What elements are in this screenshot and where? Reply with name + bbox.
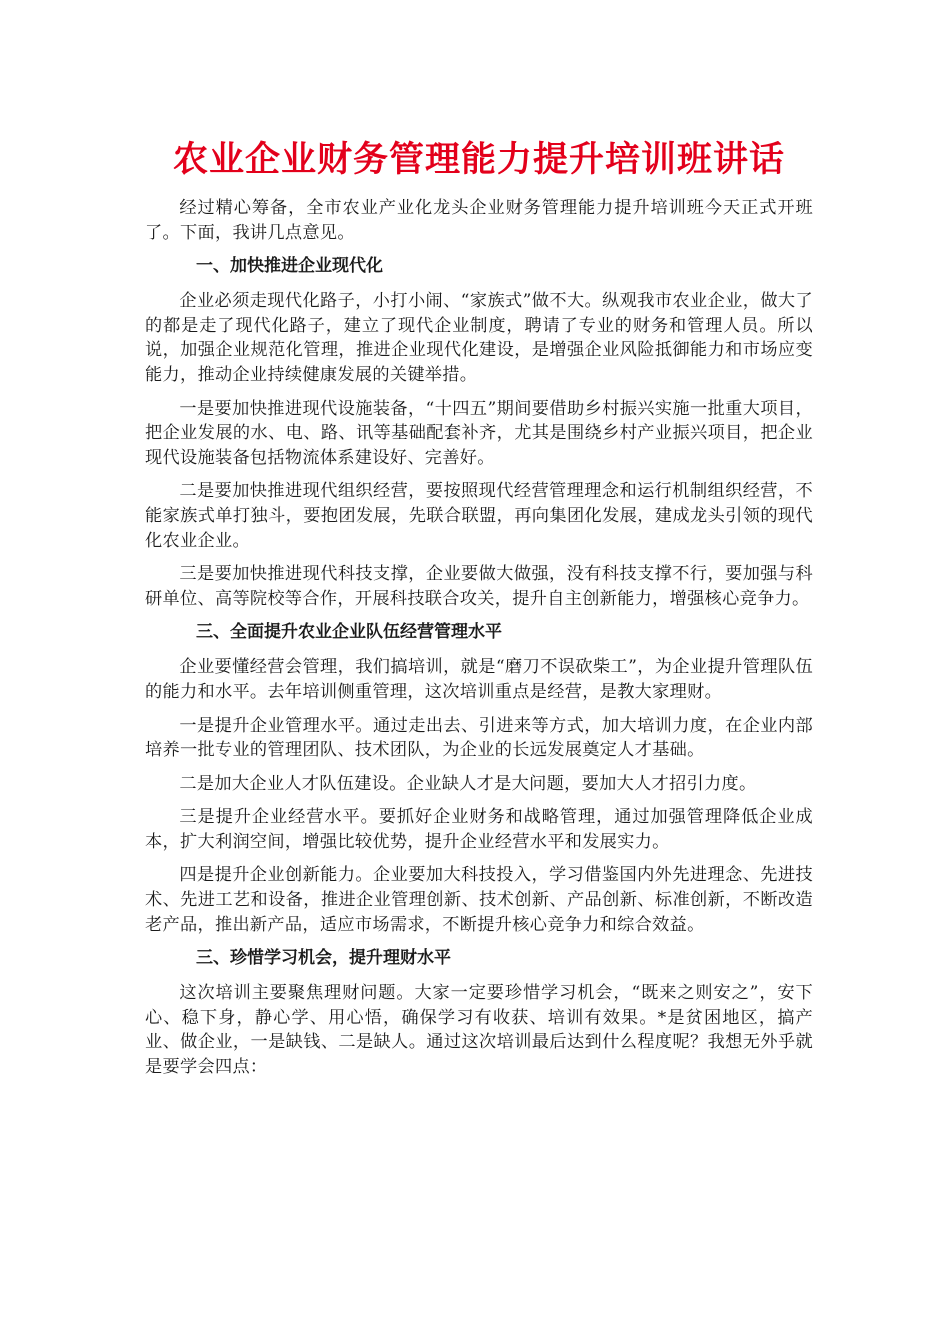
document-title: 农业企业财务管理能力提升培训班讲话 — [172, 139, 785, 180]
section-1-paragraph: 企业必须走现代化路子，小打小闹、“家族式”做不大。纵观我市农业企业，做大了的都是走了现代化路子，建立了现代企业制度，聘请了专业的财务和管理人员。所以说，加强企业规范化管理，推进企业现代化建设，是增强企业风险抵御能力和市场应变能力，推动企业持续健康发展的关键举措。 — [145, 291, 813, 385]
section-2-paragraph: 企业要懂经营会管理，我们搞培训，就是“磨刀不误砍柴工”，为企业提升管理队伍的能力和水平。去年培训侧重管理，这次培训重点是经营，是教大家理财。 — [145, 657, 813, 702]
section-1-paragraph: 三是要加快推进现代科技支撑，企业要做大做强，没有科技支撑不行，要加强与科研单位、高等院校等合作，开展科技联合攻关，提升自主创新能力，增强核心竞争力。 — [145, 564, 813, 609]
section-2-paragraph: 二是加大企业人才队伍建设。企业缺人才是大问题，要加大人才招引力度。 — [179, 773, 757, 794]
section-2-paragraph: 一是提升企业管理水平。通过走出去、引进来等方式，加大培训力度，在企业内部培养一批专业的管理团队、技术团队，为企业的长远发展奠定人才基础。 — [145, 715, 813, 761]
document-page — [145, 138, 813, 1089]
intro-paragraph: 经过精心筹备，全市农业产业化龙头企业财务管理能力提升培训班今天正式开班了。下面，我讲几点意见。 — [145, 198, 813, 243]
section-heading-2: 三、全面提升农业企业队伍经营管理水平 — [196, 622, 502, 643]
section-heading-3: 三、珍惜学习机会，提升理财水平 — [196, 948, 451, 969]
section-heading-1: 一、加快推进企业现代化 — [196, 256, 383, 277]
section-2-paragraph: 四是提升企业创新能力。企业要加大科技投入，学习借鉴国内外先进理念、先进技术、先进工艺和设备，推进企业管理创新、技术创新、产品创新、标准创新，不断改造老产品，推出新产品，适应市场需求，不断提升核心竞争力和综合效益。 — [145, 865, 813, 935]
section-1-paragraph: 二是要加快推进现代组织经营，要按照现代经营管理理念和运行机制组织经营，不能家族式单打独斗，要抱团发展，先联合联盟，再向集团化发展，建成龙头引领的现代化农业企业。 — [145, 481, 813, 551]
section-3-paragraph: 这次培训主要聚焦理财问题。大家一定要珍惜学习机会，“既来之则安之”，安下心、稳下身，静心学、用心悟，确保学习有收获、培训有效果。*是贫困地区，搞产业、做企业，一是缺钱、二是缺人。通过这次培训最后达到什么程度呢？我想无外乎就是要学会四点： — [145, 983, 813, 1078]
section-2-paragraph: 三是提升企业经营水平。要抓好企业财务和战略管理，通过加强管理降低企业成本，扩大利润空间，增强比较优势，提升企业经营水平和发展实力。 — [145, 807, 813, 852]
section-1-paragraph: 一是要加快推进现代设施装备，“十四五”期间要借助乡村振兴实施一批重大项目，把企业发展的水、电、路、讯等基础配套补齐，尤其是围绕乡村产业振兴项目，把企业现代设施装备包括物流体系建设好、完善好。 — [145, 398, 813, 468]
